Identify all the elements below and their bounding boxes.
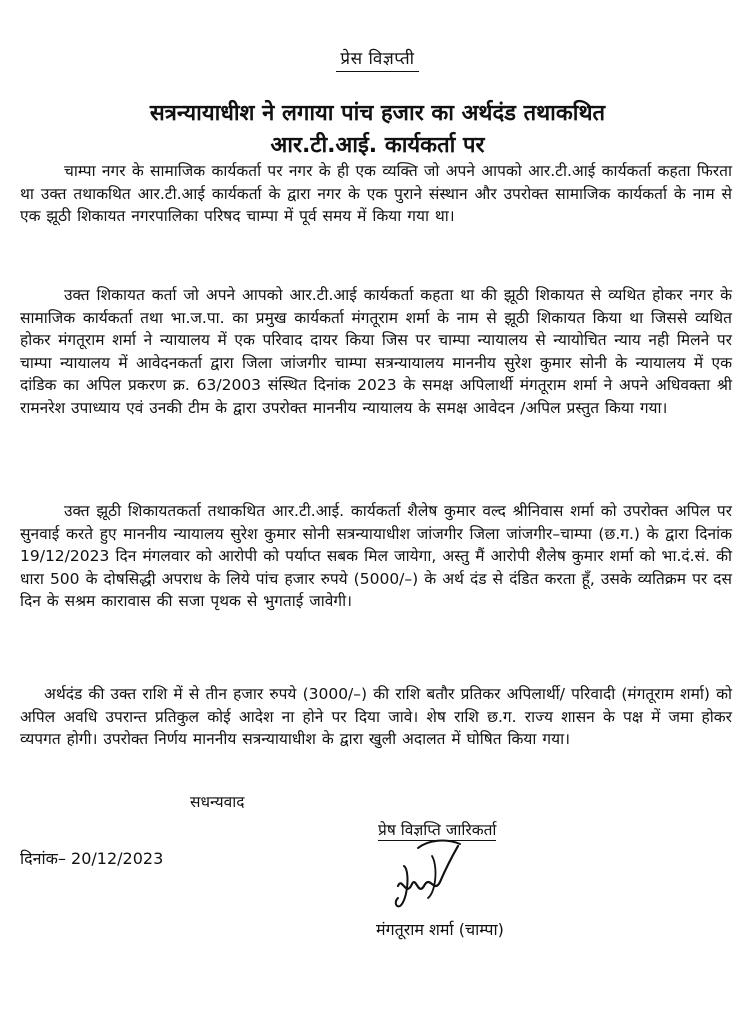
signature-stroke-4 <box>428 856 435 898</box>
headline-line-2: आर.टी.आई. कार्यकर्ता पर <box>270 133 485 158</box>
paragraph-4 <box>20 683 732 751</box>
signature-mark <box>388 836 478 912</box>
paragraph-text: उक्त शिकायत कर्ता जो अपने आपको आर.टी.आई कार्यकर्ता कहता था की झूठी शिकायत से व्यथित होकर नगर के सामाजिक कार्यकर्ता तथा भा.ज.पा. का प्रमुख कार्यकर्ता मंगतूराम शर्मा के नाम से झूठी शिकायत किया था जिससे व्यथित होकर मंगतूराम शर्मा ने न्यायालय में एक परिवाद दायर किया जिस पर चाम्पा न्यायालय से न्यायोचित न्याय नही मिलने पर चाम्पा न्यायालय में आवेदनकर्ता द्वारा जिला जांजगीर चाम्पा सत्रन्यायालय माननीय सुरेश कुमार सोनी के न्यायालय में एक दांडिक का अपिल प्रकरण क्र. 63/2003 संस्थित दिनांक 2023 के समक्ष अपिलार्थी मंगतूराम शर्मा ने अपने अधिवक्ता श्री रामनरेश उपाध्याय एवं उनकी टीम के द्वारा उपरोक्त माननीय न्यायालय के समक्ष आवेदन /अपिल प्रस्तुत किया गया। <box>20 286 732 417</box>
paragraph-text: उक्त झूठी शिकायतकर्ता तथाकथित आर.टी.आई. कार्यकर्ता शैलेष कुमार वल्द श्रीनिवास शर्मा को उपरोक्त अपिल पर सुनवाई करते हुए माननीय न्यायालय सुरेश कुमार सोनी सत्रन्यायाधीश जांजगीर जिला जांजगीर–चाम्पा (छ.ग.) के द्वारा दिनांक 19/12/2023 दिन मंगलवार को आरोपी को पर्याप्त सबक मिल जायेगा, अस्तु मैं आरोपी शैलेष कुमार शर्मा को भा.दं.सं. की धारा 500 के दोषसिद्धी अपराध के लिये पांच हजार रुपये (5000/–) के अर्थ दंड से दंडित करता हूँ, उसके व्यतिक्रम पर दस दिन के सश्रम कारावास की सजा पृथक से भुगताई जावेगी। <box>20 502 732 610</box>
paragraph-2 <box>20 284 732 419</box>
paragraph-3 <box>20 500 732 613</box>
headline-line-1: सत्रन्यायाधीश ने लगाया पांच हजार का अर्थदंड तथाकथित <box>149 101 606 126</box>
signature-stroke-2 <box>418 841 460 848</box>
paragraph-text: अर्थदंड की उक्त राशि में से तीन हजार रुपये (3000/–) की राशि बतौर प्रतिकर अपिलार्थी/ परिवादी (मंगतूराम शर्मा) को अपिल अवधि उपरान्त प्रतिकुल कोई आदेश ना होने पर दिया जावे। शेष राशि छ.ग. राज्य शासन के पक्ष में जमा होकर व्यपगत होगी। उपरोक्त निर्णय माननीय सत्रन्यायाधीश के द्वारा खुली अदालत में घोषित किया गया। <box>20 685 732 748</box>
paragraph-text: चाम्पा नगर के सामाजिक कार्यकर्ता पर नगर के ही एक व्यक्ति जो अपने आपको आर.टी.आई कार्यकर्ता कहता फिरता था उक्त तथाकथित आर.टी.आई कार्यकर्ता के द्वारा नगर के एक पुराने संस्थान और उपरोक्त सामाजिक कार्यकर्ता के नाम से एक झूठी शिकायत नगरपालिका परिषद चाम्पा में पूर्व समय में किया गया था। <box>20 162 732 225</box>
document-label-text: प्रेस विज्ञप्ती <box>336 49 418 72</box>
closing-thanks: सधन्यवाद <box>190 793 245 811</box>
paragraph-1 <box>20 160 732 228</box>
issuer-label-text: प्रेष विज्ञप्ति जारिकर्ता <box>378 821 497 839</box>
document-date: दिनांक– 20/12/2023 <box>20 849 164 868</box>
signer-name: मंगतूराम शर्मा (चाम्पा) <box>376 920 504 939</box>
document-label <box>0 46 755 69</box>
headline <box>10 98 745 162</box>
